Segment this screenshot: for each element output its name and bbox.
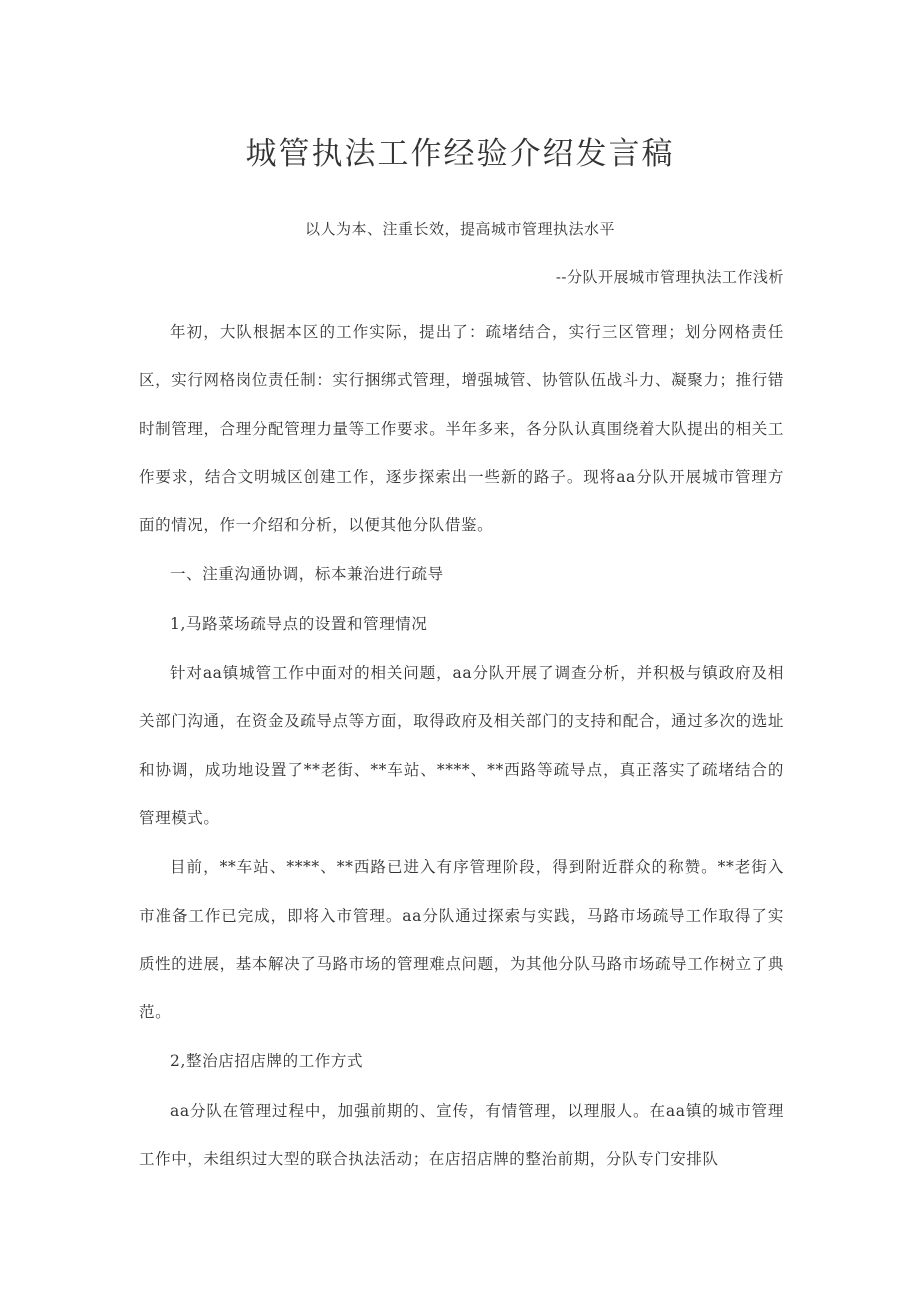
- document-body: [139, 308, 784, 1183]
- subsection-heading: 2,整治店招店牌的工作方式: [170, 1052, 364, 1071]
- document-subtitle-secondary: --分队开展城市管理执法工作浅析: [555, 268, 784, 286]
- document-title: 城管执法工作经验介绍发言稿: [245, 136, 675, 172]
- paragraph: aa分队在管理过程中，加强前期的、宣传，有情管理，以理服人。在aa镇的城市管理工作中，未组织过大型的联合执法活动；在店招店牌的整治前期，分队专门安排队: [139, 1101, 784, 1169]
- paragraph: 针对aa镇城管工作中面对的相关问题，aa分队开展了调查分析，并积极与镇政府及相关部门沟通，在资金及疏导点等方面，取得政府及相关部门的支持和配合，通过多次的选址和协调，成功地设置了**老街、**车站、****、**西路等疏导点，真正落实了疏堵结合的管理模式。: [139, 664, 784, 827]
- subsection-heading: 1,马路菜场疏导点的设置和管理情况: [170, 614, 428, 633]
- paragraph: 目前，**车站、****、**西路已进入有序管理阶段，得到附近群众的称赞。**老街入市准备工作已完成，即将入市管理。aa分队通过探索与实践，马路市场疏导工作取得了实质性的进展，基本解决了马路市场的管理难点问题，为其他分队马路市场疏导工作树立了典范。: [139, 858, 784, 1022]
- section-heading: 一、注重沟通协调，标本兼治进行疏导: [170, 565, 444, 584]
- document-subtitle: 以人为本、注重长效，提高城市管理执法水平: [304, 220, 615, 238]
- paragraph: 年初，大队根据本区的工作实际，提出了：疏堵结合，实行三区管理；划分网格责任区，实行网格岗位责任制：实行捆绑式管理，增强城管、协管队伍战斗力、凝聚力；推行错时制管理，合理分配管理力量等工作要求。半年多来，各分队认真围绕着大队提出的相关工作要求，结合文明城区创建工作，逐步探索出一些新的路子。现将aa分队开展城市管理方面的情况，作一介绍和分析，以便其他分队借鉴。: [139, 323, 784, 535]
